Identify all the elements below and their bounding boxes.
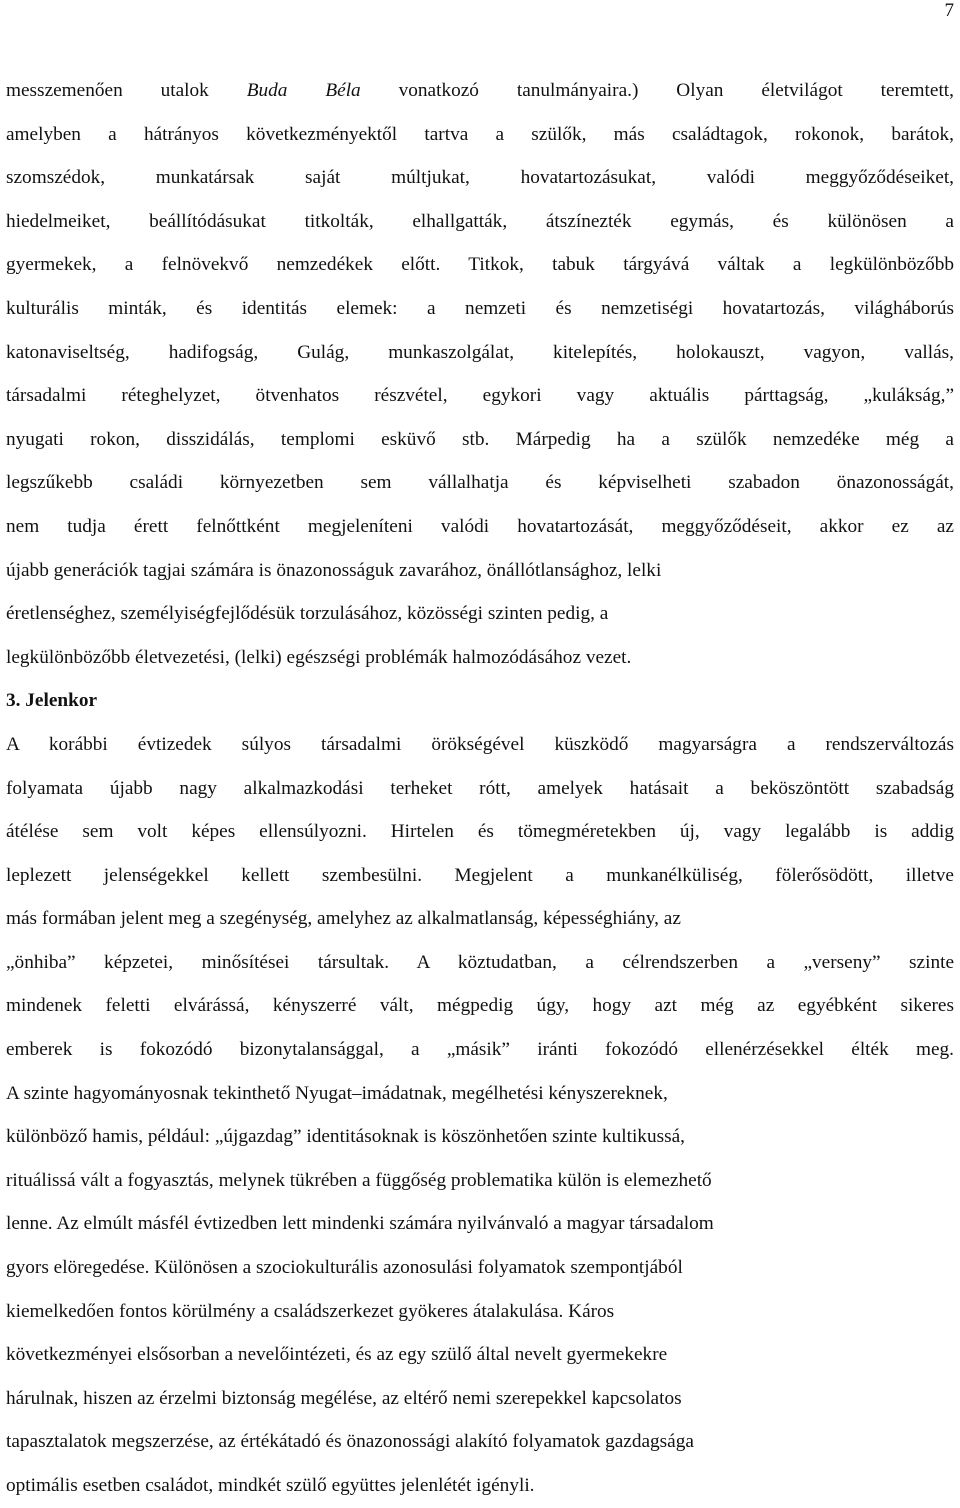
text-line: folyamata újabb nagy alkalmazkodási terheket rótt, amelyek hatásait a beköszöntött szabadság [6,777,954,799]
text-line: legszűkebb családi környezetben sem vállalhatja és képviselheti szabadon önazonosságát, [6,472,954,494]
text-line: gyors elöregedése. Különösen a szociokulturális azonosulási folyamatok szempontjából [6,1257,683,1279]
text-line: amelyben a hátrányos következményektől tartva a szülők, más családtagok, rokonok, barátok, [6,123,954,145]
text-line: A szinte hagyományosnak tekinthető Nyugat–imádatnak, megélhetési kényszereknek, [6,1082,668,1104]
text-line: gyermekek, a felnövekvő nemzedékek előtt. Titkok, tabuk tárgyává váltak a legkülönbözőbb [6,254,954,276]
text-line: leplezett jelenségekkel kellett szembesülni. Megjelent a munkanélküliség, fölerősödött, illetve [6,864,954,886]
text-line: különböző hamis, például: „újgazdag” identitásoknak is köszönhetően szinte kultikussá, [6,1126,685,1148]
text-line: szomszédok, munkatársak saját múltjukat, hovatartozásukat, valódi meggyőződéseiket, [6,167,954,189]
text-line: optimális esetben családot, mindkét szülő együttes jelenlétét igényli. [6,1475,535,1496]
text-line: kulturális minták, és identitás elemek: a nemzeti és nemzetiségi hovatartozás, világháborús [6,297,954,319]
text-line: rituálissá vált a fogyasztás, melynek tükrében a függőség problematika külön is elemezhető [6,1169,712,1191]
section-heading: 3. Jelenkor [6,690,98,712]
text-line: mindenek feletti elvárássá, kényszerré vált, mégpedig úgy, hogy azt még az egyébként sikeres [6,995,954,1017]
text-line: emberek is fokozódó bizonytalansággal, a „másik” iránti fokozódó ellenérzésekkel élték meg. [6,1039,954,1061]
text-line: következményei elsősorban a nevelőintézeti, és az egy szülő által nevelt gyermekekre [6,1344,668,1366]
text-line: éretlenséghez, személyiségfejlődésük torzulásához, közösségi szinten pedig, a [6,603,609,625]
text-line: újabb generációk tagjai számára is önazonosságuk zavarához, önállótlansághoz, lelki [6,559,662,581]
text-line: nem tudja érett felnőttként megjeleníteni valódi hovatartozását, meggyőződéseit, akkor ez az [6,515,954,537]
text-line: nyugati rokon, disszidálás, templomi esküvő stb. Márpedig ha a szülők nemzedéke még a [6,428,954,450]
text-line: „önhiba” képzetei, minősítései társultak. A köztudatban, a célrendszerben a „verseny” szinte [6,951,954,973]
page-number: 7 [944,0,954,21]
text-line: katonaviseltség, hadifogság, Gulág, munkaszolgálat, kitelepítés, holokauszt, vagyon, vallás, [6,341,954,363]
text-line: messzemenően utalok Buda Béla vonatkozó tanulmányaira.) Olyan életvilágot teremtett, [6,80,954,101]
text-line: társadalmi réteghelyzet, ötvenhatos részvétel, egykori vagy aktuális párttagság, „kulákság,” [6,385,954,407]
text-line: hiedelmeiket, beállítódásukat titkolták, elhallgatták, átszínezték egymás, és különösen a [6,210,954,232]
text-line: hárulnak, hiszen az érzelmi biztonság megélése, az eltérő nemi szerepekkel kapcsolatos [6,1387,682,1409]
text-line: tapasztalatok megszerzése, az értékátadó és önazonossági alakító folyamatok gazdagsága [6,1431,694,1453]
text-line: A korábbi évtizedek súlyos társadalmi örökségével küszködő magyarságra a rendszerváltozás [6,733,954,755]
document-body [6,69,954,1508]
text-line: más formában jelent meg a szegénység, amelyhez az alkalmatlanság, képességhiány, az [6,908,681,930]
emphasized-author-name: Buda Béla [246,80,361,101]
text-line: lenne. Az elmúlt másfél évtizedben lett mindenki számára nyilvánvaló a magyar társadalom [6,1213,714,1235]
text-line: átélése sem volt képes ellensúlyozni. Hirtelen és tömegméretekben új, vagy legalább is addig [6,821,954,843]
text-line: legkülönbözőbb életvezetési, (lelki) egészségi problémák halmozódásához vezet. [6,646,632,668]
text-line: kiemelkedően fontos körülmény a családszerkezet gyökeres átalakulása. Káros [6,1300,615,1322]
paragraph-1 [6,69,954,679]
paragraph-2 [6,723,954,1508]
